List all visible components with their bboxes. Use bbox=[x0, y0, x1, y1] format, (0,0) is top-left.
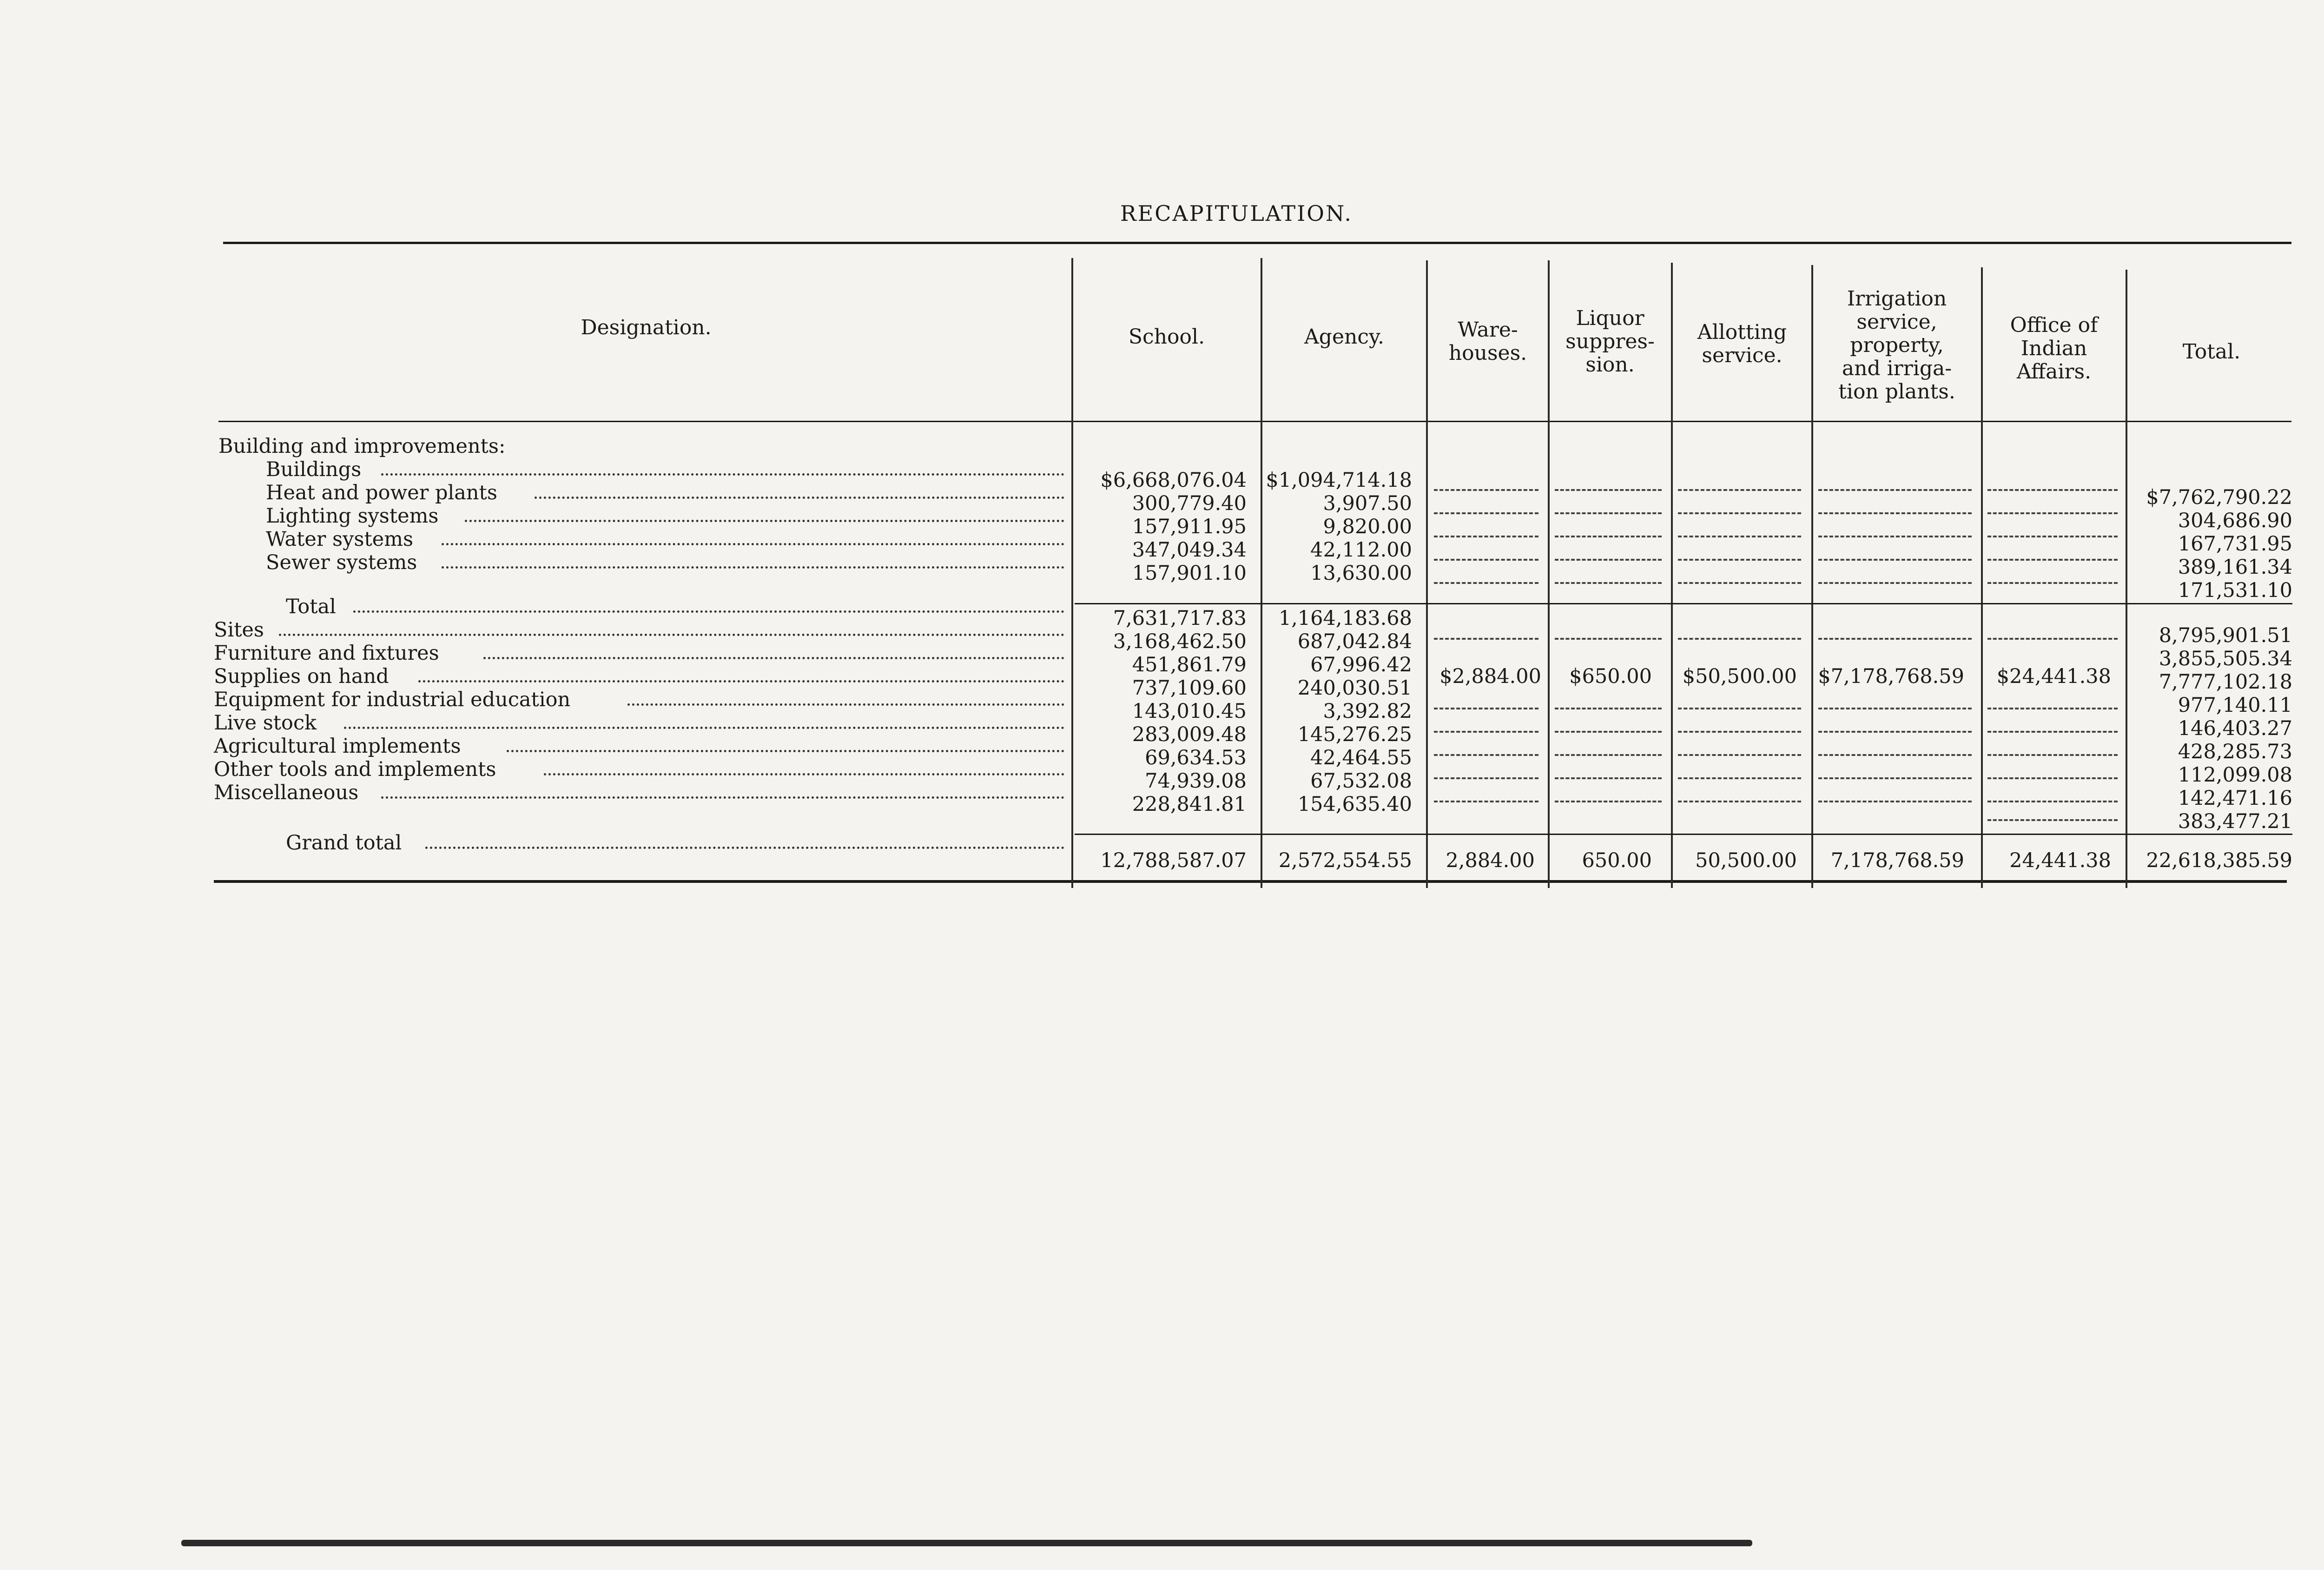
leader-dots bbox=[381, 473, 1064, 476]
blank-mark bbox=[1678, 801, 1801, 802]
blank-mark bbox=[1987, 819, 2118, 821]
total-value: 977,140.11 bbox=[2178, 694, 2292, 717]
blank-mark bbox=[1987, 489, 2118, 491]
table-top-rule bbox=[223, 242, 2291, 244]
column-rule bbox=[1071, 258, 1073, 888]
total-value: 167,731.95 bbox=[2178, 532, 2292, 556]
school-value: 228,841.81 bbox=[1132, 793, 1247, 816]
agency-value: 154,635.40 bbox=[1297, 793, 1412, 816]
blank-mark bbox=[1818, 489, 1972, 491]
blank-mark bbox=[1678, 559, 1801, 561]
total-value: 7,777,102.18 bbox=[2159, 670, 2292, 694]
row-label: Grand total bbox=[286, 831, 402, 855]
school-value: 300,779.40 bbox=[1132, 492, 1247, 515]
school-value: 737,109.60 bbox=[1132, 676, 1247, 700]
blank-mark bbox=[1555, 754, 1662, 756]
blank-mark bbox=[1434, 582, 1538, 584]
blank-mark bbox=[1434, 638, 1538, 640]
leader-dots bbox=[442, 566, 1064, 569]
agency-value: 67,996.42 bbox=[1310, 653, 1412, 676]
school-value: 157,911.95 bbox=[1132, 515, 1247, 538]
leader-dots bbox=[425, 847, 1064, 849]
blank-mark bbox=[1818, 731, 1972, 733]
column-rule bbox=[1811, 265, 1813, 888]
office-value: 24,441.38 bbox=[2009, 849, 2111, 872]
blank-mark bbox=[1987, 638, 2118, 640]
leader-dots bbox=[418, 680, 1064, 682]
warehouses-value: 2,884.00 bbox=[1446, 849, 1535, 872]
blank-mark bbox=[1818, 638, 1972, 640]
row-label: Other tools and implements bbox=[214, 758, 496, 781]
agency-value: 687,042.84 bbox=[1297, 630, 1412, 653]
total-value: 112,099.08 bbox=[2178, 763, 2292, 787]
total-value: 8,795,901.51 bbox=[2159, 624, 2292, 647]
blank-mark bbox=[1434, 559, 1538, 561]
blank-mark bbox=[1555, 489, 1662, 491]
blank-mark bbox=[1555, 801, 1662, 802]
blank-mark bbox=[1678, 536, 1801, 537]
blank-mark bbox=[1678, 777, 1801, 779]
blank-mark bbox=[1678, 754, 1801, 756]
header-total: Total. bbox=[2182, 340, 2241, 364]
blank-mark bbox=[1434, 489, 1538, 491]
agency-value: 1,164,183.68 bbox=[1278, 607, 1412, 630]
blank-mark bbox=[1555, 708, 1662, 709]
total-value: 383,477.21 bbox=[2178, 810, 2292, 833]
blank-mark bbox=[1987, 512, 2118, 514]
leader-dots bbox=[535, 497, 1064, 499]
row-label: Buildings bbox=[266, 458, 362, 481]
group-heading: Building and improvements: bbox=[218, 435, 506, 458]
agency-value: 13,630.00 bbox=[1310, 562, 1412, 585]
blank-mark bbox=[1678, 582, 1801, 584]
leader-dots bbox=[442, 543, 1064, 545]
blank-mark bbox=[1555, 582, 1662, 584]
blank-mark bbox=[1818, 801, 1972, 802]
total-value: 142,471.16 bbox=[2178, 787, 2292, 810]
blank-mark bbox=[1678, 731, 1801, 733]
blank-mark bbox=[1818, 708, 1972, 709]
blank-mark bbox=[1555, 536, 1662, 537]
liquor-value: $650.00 bbox=[1569, 665, 1652, 688]
school-value: $6,668,076.04 bbox=[1100, 469, 1247, 492]
column-rule bbox=[1671, 263, 1673, 888]
total-value: 389,161.34 bbox=[2178, 556, 2292, 579]
blank-mark bbox=[1987, 582, 2118, 584]
row-label: Lighting systems bbox=[266, 504, 439, 528]
leader-dots bbox=[381, 796, 1064, 799]
allotting-value: 50,500.00 bbox=[1695, 849, 1797, 872]
blank-mark bbox=[1555, 559, 1662, 561]
grandtotal-rule bbox=[1075, 834, 2292, 835]
blank-mark bbox=[1987, 559, 2118, 561]
agency-value: 42,464.55 bbox=[1310, 746, 1412, 769]
leader-dots bbox=[465, 520, 1064, 522]
blank-mark bbox=[1555, 512, 1662, 514]
header-agency: Agency. bbox=[1304, 325, 1384, 349]
school-value: 7,631,717.83 bbox=[1113, 607, 1247, 630]
total-value: 428,285.73 bbox=[2178, 740, 2292, 763]
blank-mark bbox=[1434, 801, 1538, 802]
blank-mark bbox=[1818, 582, 1972, 584]
blank-mark bbox=[1434, 708, 1538, 709]
row-label: Furniture and fixtures bbox=[214, 642, 439, 665]
agency-value: 2,572,554.55 bbox=[1278, 849, 1412, 872]
blank-mark bbox=[1434, 536, 1538, 537]
blank-mark bbox=[1678, 512, 1801, 514]
blank-mark bbox=[1678, 489, 1801, 491]
blank-mark bbox=[1434, 754, 1538, 756]
allotting-value: $50,500.00 bbox=[1682, 665, 1797, 688]
blank-mark bbox=[1987, 777, 2118, 779]
header-designation: Designation. bbox=[581, 316, 712, 339]
irrigation-value: 7,178,768.59 bbox=[1830, 849, 1964, 872]
blank-mark bbox=[1818, 754, 1972, 756]
total-value: 22,618,385.59 bbox=[2146, 849, 2292, 872]
school-value: 347,049.34 bbox=[1132, 538, 1247, 562]
leader-dots bbox=[507, 750, 1064, 752]
agency-value: 9,820.00 bbox=[1323, 515, 1412, 538]
school-value: 143,010.45 bbox=[1132, 700, 1247, 723]
school-value: 12,788,587.07 bbox=[1100, 849, 1247, 872]
column-rule bbox=[2126, 270, 2127, 888]
total-value: $7,762,790.22 bbox=[2146, 486, 2292, 509]
leader-dots bbox=[627, 703, 1064, 706]
header-irrigation: Irrigation service, property, and irriga- tion plants. bbox=[1838, 287, 1955, 404]
table-header-rule bbox=[218, 421, 2291, 422]
irrigation-value: $7,178,768.59 bbox=[1818, 665, 1964, 688]
row-label: Heat and power plants bbox=[266, 481, 497, 504]
office-value: $24,441.38 bbox=[1996, 665, 2111, 688]
blank-mark bbox=[1987, 801, 2118, 802]
row-label: Equipment for industrial education bbox=[214, 688, 571, 711]
school-value: 74,939.08 bbox=[1145, 769, 1247, 793]
row-label: Sewer systems bbox=[266, 551, 417, 574]
total-value: 171,531.10 bbox=[2178, 579, 2292, 602]
liquor-value: 650.00 bbox=[1582, 849, 1652, 872]
row-label: Agricultural implements bbox=[214, 735, 461, 758]
leader-dots bbox=[483, 657, 1064, 659]
blank-mark bbox=[1987, 708, 2118, 709]
blank-mark bbox=[1987, 536, 2118, 537]
agency-value: 3,907.50 bbox=[1323, 492, 1412, 515]
row-label: Sites bbox=[214, 618, 264, 642]
header-allotting-service: Allotting service. bbox=[1697, 320, 1787, 367]
header-school: School. bbox=[1128, 325, 1205, 349]
blank-mark bbox=[1987, 754, 2118, 756]
blank-mark bbox=[1678, 638, 1801, 640]
header-office-indian-affairs: Office of Indian Affairs. bbox=[2010, 313, 2098, 384]
leader-dots bbox=[279, 634, 1064, 636]
leader-dots bbox=[544, 773, 1064, 775]
school-value: 69,634.53 bbox=[1145, 746, 1247, 769]
page-title: RECAPITULATION. bbox=[1120, 201, 1353, 226]
blank-mark bbox=[1818, 512, 1972, 514]
blank-mark bbox=[1818, 559, 1972, 561]
school-value: 283,009.48 bbox=[1132, 723, 1247, 746]
school-value: 157,901.10 bbox=[1132, 562, 1247, 585]
blank-mark bbox=[1678, 708, 1801, 709]
total-value: 3,855,505.34 bbox=[2159, 647, 2292, 670]
blank-mark bbox=[1555, 638, 1662, 640]
agency-value: 42,112.00 bbox=[1310, 538, 1412, 562]
school-value: 3,168,462.50 bbox=[1113, 630, 1247, 653]
leader-dots bbox=[344, 727, 1064, 729]
blank-mark bbox=[1818, 777, 1972, 779]
table-bottom-rule bbox=[214, 880, 2287, 883]
row-label: Total bbox=[286, 595, 336, 618]
agency-value: 240,030.51 bbox=[1297, 676, 1412, 700]
blank-mark bbox=[1434, 777, 1538, 779]
school-value: 451,861.79 bbox=[1132, 653, 1247, 676]
scan-edge-mark bbox=[181, 1540, 1752, 1546]
blank-mark bbox=[1987, 731, 2118, 733]
row-label: Water systems bbox=[266, 528, 414, 551]
warehouses-value: $2,884.00 bbox=[1439, 665, 1541, 688]
subtotal-rule bbox=[1075, 603, 2292, 604]
blank-mark bbox=[1818, 536, 1972, 537]
row-label: Supplies on hand bbox=[214, 665, 389, 688]
blank-mark bbox=[1555, 731, 1662, 733]
agency-value: $1,094,714.18 bbox=[1266, 469, 1412, 492]
agency-value: 145,276.25 bbox=[1297, 723, 1412, 746]
total-value: 146,403.27 bbox=[2178, 717, 2292, 740]
row-label: Live stock bbox=[214, 711, 317, 735]
leader-dots bbox=[353, 610, 1064, 613]
row-label: Miscellaneous bbox=[214, 781, 359, 804]
agency-value: 67,532.08 bbox=[1310, 769, 1412, 793]
total-value: 304,686.90 bbox=[2178, 509, 2292, 532]
blank-mark bbox=[1434, 731, 1538, 733]
agency-value: 3,392.82 bbox=[1323, 700, 1412, 723]
header-liquor-suppression: Liquor suppres- sion. bbox=[1565, 306, 1655, 377]
header-warehouses: Ware- houses. bbox=[1448, 318, 1527, 365]
blank-mark bbox=[1555, 777, 1662, 779]
blank-mark bbox=[1434, 512, 1538, 514]
